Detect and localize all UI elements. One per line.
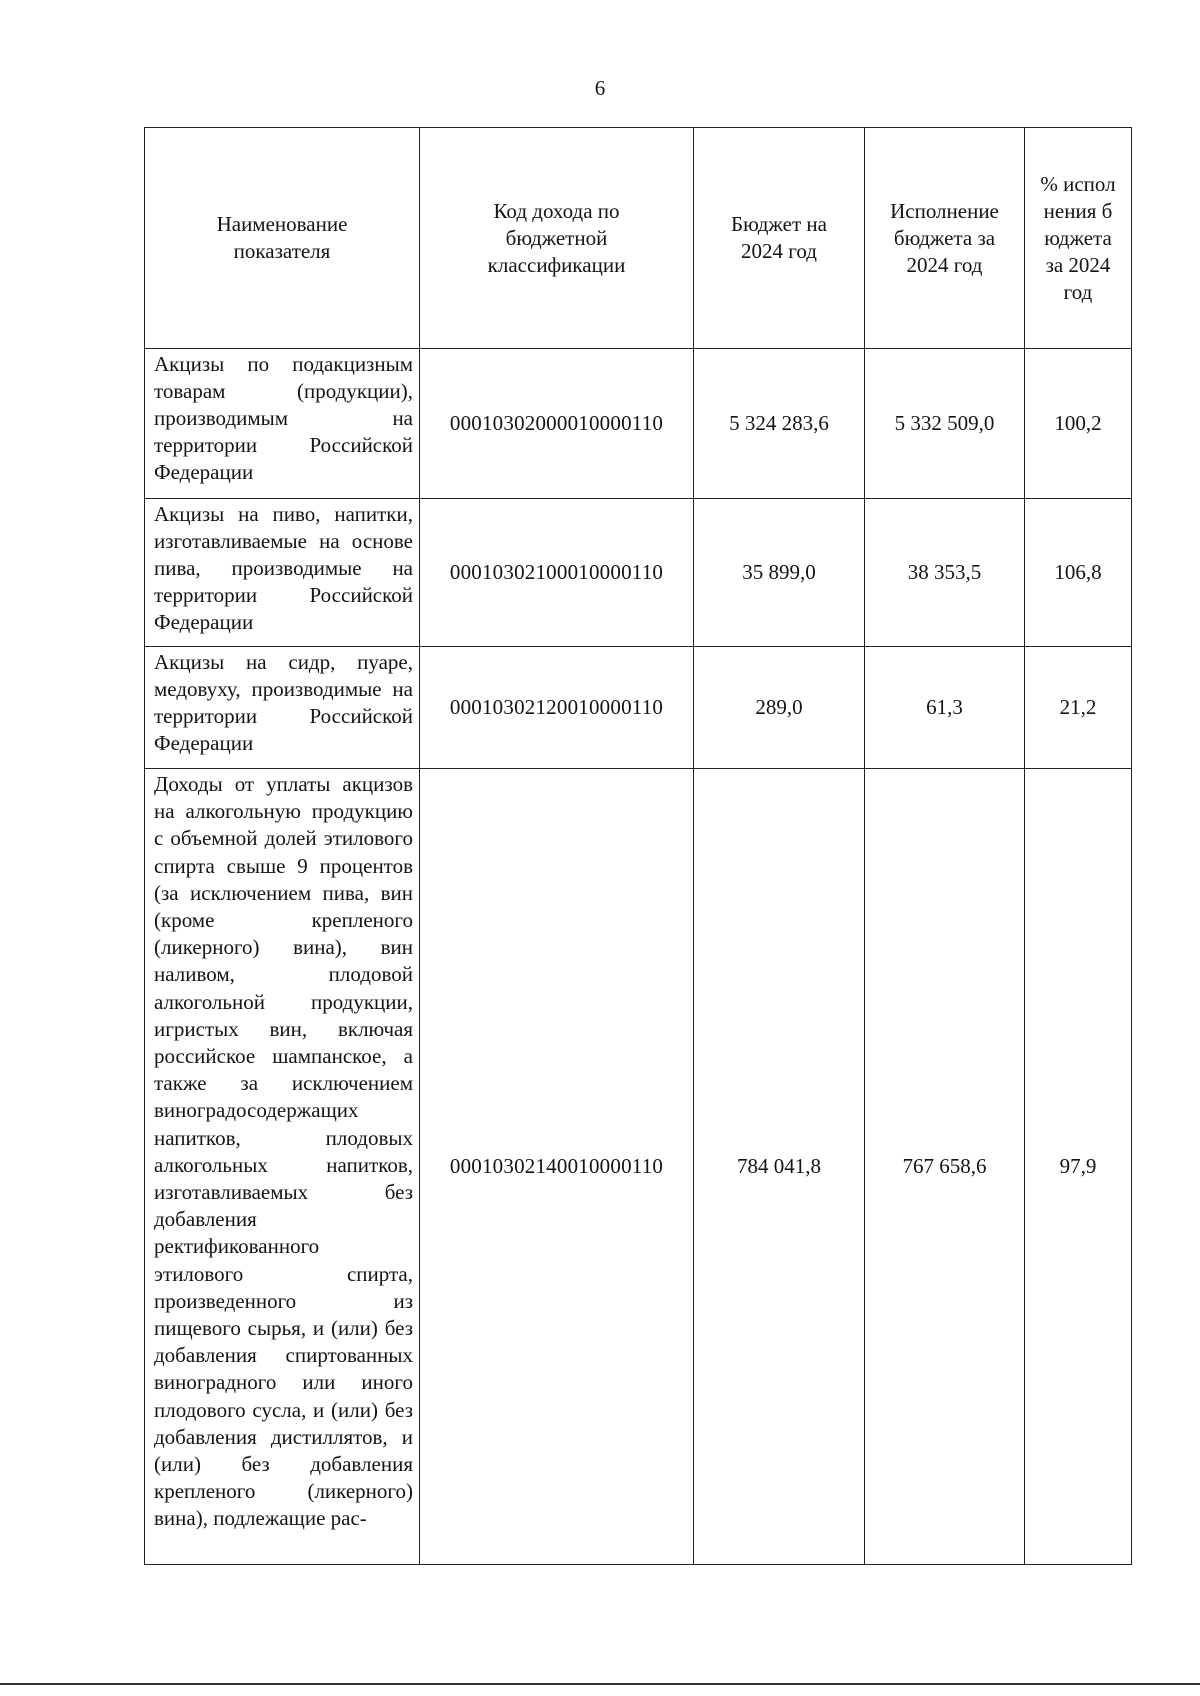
header-budget: Бюджет на 2024 год: [694, 128, 865, 349]
row-name: Акцизы на пиво, напитки, изготавливаемые на основе пива, производимые на территории Российской Федерации: [145, 499, 420, 647]
table-row: [145, 499, 1132, 647]
row-budget: 784 041,8: [694, 769, 865, 1565]
budget-execution-table: [144, 127, 1132, 1565]
footer-rule: [0, 1683, 1200, 1685]
header-execution: Исполнение бюджета за 2024 год: [865, 128, 1025, 349]
row-percent: 97,9: [1025, 769, 1132, 1565]
table-header-row: [145, 128, 1132, 349]
row-execution: 38 353,5: [865, 499, 1025, 647]
row-execution: 767 658,6: [865, 769, 1025, 1565]
page-number: 6: [594, 76, 606, 100]
table-row: [145, 647, 1132, 769]
header-indicator-name: Наименование показателя: [145, 128, 420, 349]
row-code: 00010302000010000110: [420, 349, 694, 499]
header-percent: % исполнения бюджета за 2024 год: [1025, 128, 1132, 349]
row-code: 00010302100010000110: [420, 499, 694, 647]
row-execution: 5 332 509,0: [865, 349, 1025, 499]
row-percent: 106,8: [1025, 499, 1132, 647]
row-budget: 5 324 283,6: [694, 349, 865, 499]
row-percent: 21,2: [1025, 647, 1132, 769]
row-name: Доходы от уплаты акцизов на алкогольную продукцию с объемной долей этилового спирта свыше 9 процентов (за исключением пива, вин (кроме крепленого (ликерного) вина), вин наливом, плодовой алкогольной продукции, игристых вин, включая российское шампанское, а также за исключением виноградосодержащих напитков, плодовых алкогольных напитков, изготавливаемых без добавления ректификованного этилового спирта, произведенного из пищевого сырья, и (или) без добавления спиртованных виноградного или иного плодового сусла, и (или) без добавления дистиллятов, и (или) без добавления крепленого (ликерного) вина), подлежащие рас-: [145, 769, 420, 1565]
row-code: 00010302140010000110: [420, 769, 694, 1565]
row-name: Акцизы по подакцизным товарам (продукции), производимым на территории Российской Федерации: [145, 349, 420, 499]
row-execution: 61,3: [865, 647, 1025, 769]
row-budget: 35 899,0: [694, 499, 865, 647]
table-row: [145, 769, 1132, 1565]
row-code: 00010302120010000110: [420, 647, 694, 769]
row-budget: 289,0: [694, 647, 865, 769]
row-percent: 100,2: [1025, 349, 1132, 499]
header-income-code: Код дохода по бюджетной классификации: [420, 128, 694, 349]
row-name: Акцизы на сидр, пуаре, медовуху, производимые на территории Российской Федерации: [145, 647, 420, 769]
table-row: [145, 349, 1132, 499]
